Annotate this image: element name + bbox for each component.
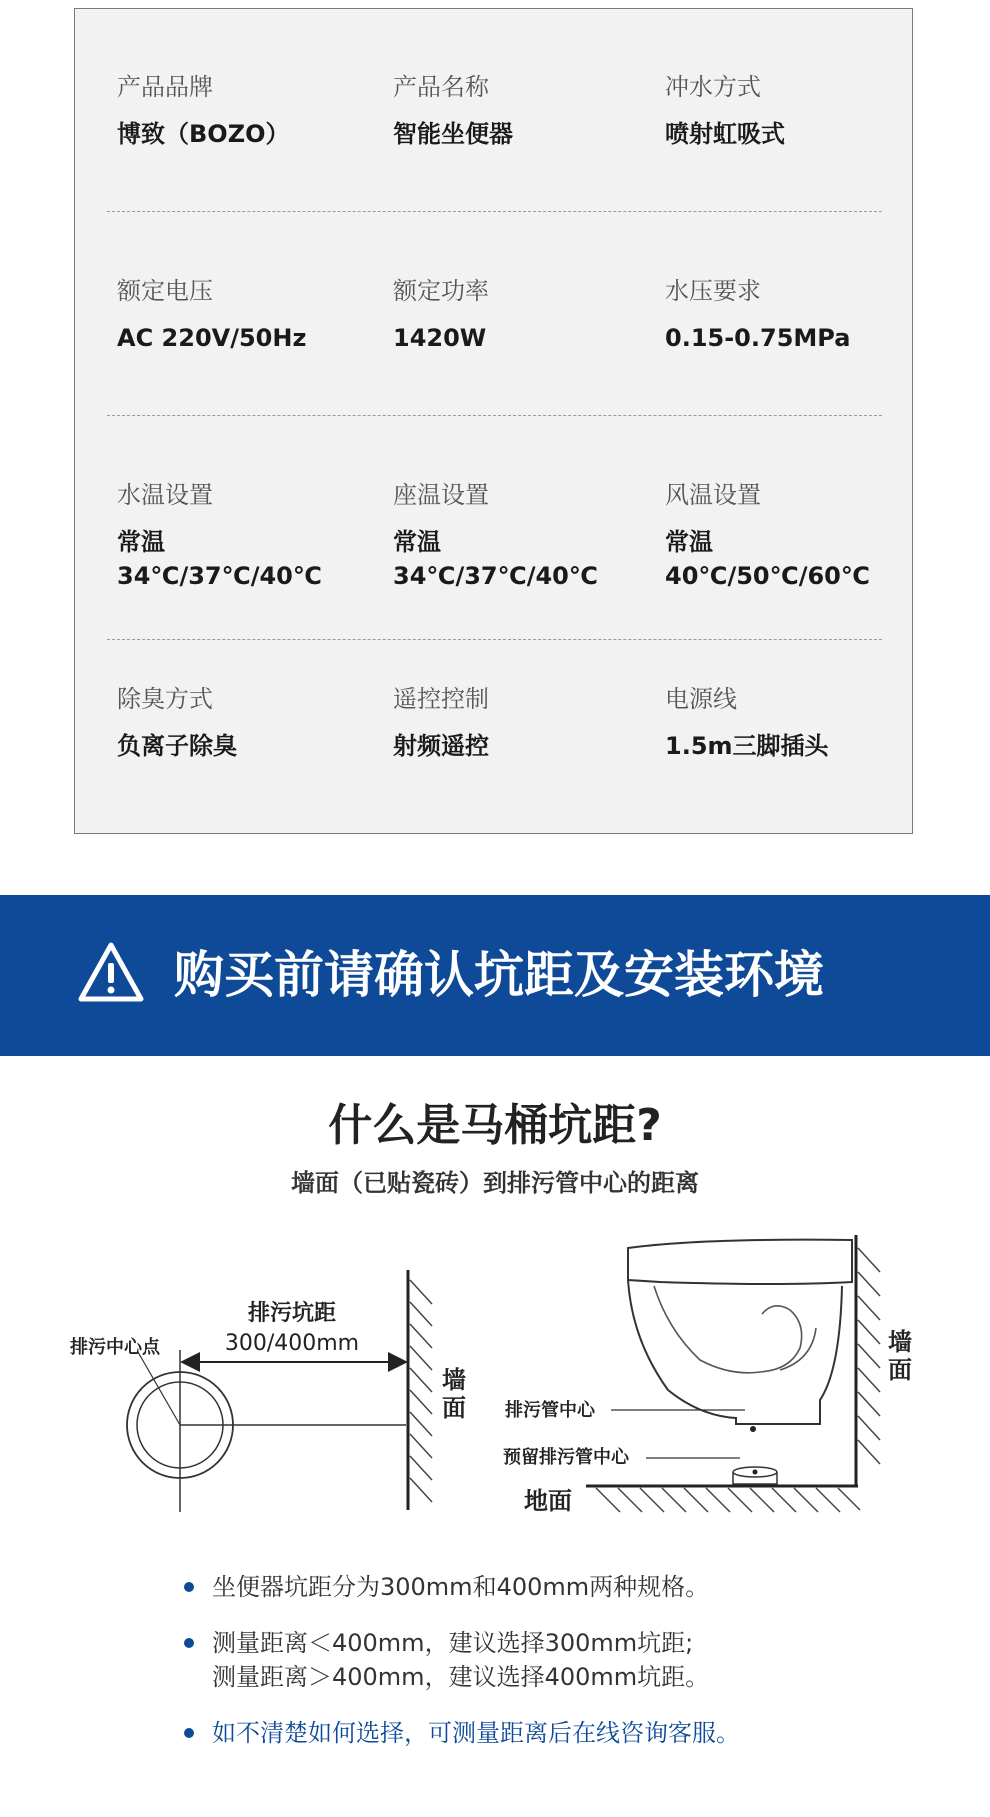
list-item-text: 坐便器坑距分为300mm和400mm两种规格。 [212, 1573, 710, 1601]
spec-table [74, 8, 913, 834]
spec-cell [665, 683, 829, 763]
spec-cell [393, 71, 513, 151]
spec-value: 喷射虹吸式 [665, 120, 785, 148]
spec-value: 负离子除臭 [117, 732, 237, 760]
floor-label: 地面 [524, 1487, 572, 1515]
wall-label-bottom: 面 [442, 1394, 466, 1422]
floor-hatch [596, 1488, 860, 1512]
spec-value: 0.15-0.75MPa [665, 324, 851, 352]
spec-label: 额定功率 [393, 277, 489, 305]
distance-value: 300/400mm [224, 1331, 360, 1356]
rough-in-diagram [0, 1220, 990, 1540]
spec-label: 冲水方式 [665, 73, 761, 101]
wall-label-bottom: 面 [888, 1356, 912, 1384]
spec-label: 产品品牌 [117, 73, 213, 101]
spec-value: 射频遥控 [393, 732, 489, 760]
drain-center-dot [750, 1426, 756, 1432]
warning-triangle-icon [78, 941, 144, 1003]
bullet-dot-icon [184, 1728, 194, 1738]
spec-value: 博致（BOZO） [117, 120, 290, 148]
reserved-drain-dot [753, 1470, 758, 1475]
wall-label-top: 墙 [888, 1328, 912, 1356]
banner-title: 购买前请确认坑距及安装环境 [174, 946, 824, 1004]
spec-label: 额定电压 [117, 277, 213, 305]
spec-value: 1420W [393, 324, 487, 352]
spec-value: AC 220V/50Hz [117, 324, 307, 352]
wall-hatch [858, 1248, 880, 1464]
notes-list [184, 1570, 944, 1768]
list-item [184, 1716, 944, 1750]
list-item-text: 如不清楚如何选择，可测量距离后在线咨询客服。 [212, 1719, 740, 1747]
list-item [184, 1626, 944, 1694]
spec-cell [117, 275, 306, 355]
spec-label: 风温设置 [665, 481, 761, 509]
list-item-text: 测量距离＜400mm，建议选择300mm坑距; 测量距离＞400mm，建议选择400mm坑距。 [212, 1629, 710, 1691]
spec-cell [393, 683, 489, 763]
side-view-diagram [503, 1235, 912, 1515]
spec-label: 座温设置 [393, 481, 489, 509]
list-item [184, 1570, 944, 1604]
drain-center-label: 排污管中心 [505, 1400, 595, 1421]
warning-banner [0, 895, 990, 1056]
wall-hatch [410, 1280, 432, 1502]
spec-value: 智能坐便器 [393, 120, 513, 148]
toilet-trap-inner [780, 1328, 816, 1370]
spec-value: 常温 34℃/37℃/40℃ [117, 528, 322, 590]
spec-cell [117, 71, 290, 151]
leader-line [138, 1352, 180, 1425]
spec-cell [393, 275, 489, 355]
spec-label: 水温设置 [117, 481, 213, 509]
toilet-lid [628, 1240, 852, 1284]
spec-label: 除臭方式 [117, 685, 213, 713]
bullet-dot-icon [184, 1582, 194, 1592]
spec-cell [117, 683, 237, 763]
top-view-diagram [70, 1270, 466, 1512]
distance-label: 排污坑距 [247, 1301, 337, 1326]
spec-cell [665, 275, 850, 355]
spec-cell [117, 479, 322, 593]
spec-divider [107, 639, 882, 640]
drain-center-label: 排污中心点 [70, 1337, 160, 1358]
section-title: 什么是马桶坑距? [328, 1100, 662, 1151]
spec-cell [393, 479, 598, 593]
toilet-bowl [654, 1286, 760, 1373]
section-subtitle: 墙面（已贴瓷砖）到排污管中心的距离 [291, 1169, 699, 1197]
spec-cell [665, 71, 785, 151]
spec-label: 遥控控制 [393, 685, 489, 713]
reserved-drain-label: 预留排污管中心 [503, 1447, 629, 1468]
spec-label: 水压要求 [665, 277, 761, 305]
spec-value: 常温 34℃/37℃/40℃ [393, 528, 598, 590]
spec-cell [665, 479, 870, 593]
bullet-dot-icon [184, 1638, 194, 1648]
spec-label: 产品名称 [393, 73, 489, 101]
spec-divider [107, 211, 882, 212]
spec-value: 1.5m三脚插头 [665, 732, 829, 760]
spec-divider [107, 415, 882, 416]
spec-label: 电源线 [665, 685, 737, 713]
wall-label-top: 墙 [442, 1366, 466, 1394]
spec-value: 常温 40℃/50℃/60℃ [665, 528, 870, 590]
